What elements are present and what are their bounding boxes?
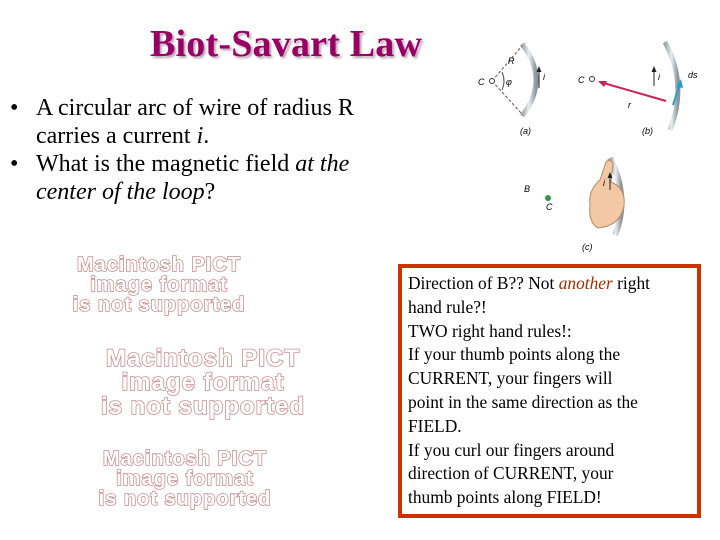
panel-a [478, 44, 546, 136]
label-panel-c: (c) [582, 242, 593, 252]
panel-b [578, 42, 698, 136]
callout-line: TWO right hand rules!: [408, 320, 572, 341]
center-point [490, 79, 495, 84]
bullet-italic-text: i [196, 123, 204, 149]
bullet-text: A circular arc of wire of radius R carries a current [36, 95, 354, 149]
callout-emphasis: another [558, 273, 613, 293]
label-b-field: B [524, 184, 531, 194]
slide-title: Biot-Savart Law [150, 23, 423, 65]
label-ds: ds [688, 70, 698, 80]
callout-box [398, 264, 701, 518]
label-i: i [603, 178, 605, 188]
right-hand-icon [590, 160, 625, 228]
placeholder-line: is not supported [72, 294, 246, 316]
label-phi: φ [506, 77, 512, 87]
bullet-text: ? [204, 179, 216, 205]
placeholder-line: image format [90, 274, 228, 296]
callout-line: CURRENT, your fingers will [408, 368, 613, 389]
label-c: C [578, 75, 585, 85]
radius-line [492, 46, 522, 81]
arc-wire [665, 42, 678, 130]
callout-text: right [612, 273, 650, 293]
label-i: i [658, 72, 660, 82]
bullet-marker: • [10, 95, 19, 121]
placeholder-line: Macintosh PICT [102, 448, 267, 470]
panel-c [524, 158, 624, 252]
label-panel-a: (a) [520, 126, 531, 136]
angle-arc [502, 72, 504, 90]
callout-line: thumb points along FIELD! [408, 487, 602, 508]
callout-line: hand rule?! [408, 296, 487, 317]
placeholder-line: is not supported [101, 393, 305, 420]
bullet-item [8, 150, 398, 206]
callout-text: Direction of B?? Not [408, 273, 559, 293]
label-r: R [508, 56, 515, 66]
r-vector [600, 82, 666, 101]
callout-line: point in the same direction as the [408, 391, 638, 412]
callout-line: direction of CURRENT, your [408, 463, 614, 484]
label-r-vector: r [628, 100, 631, 110]
placeholder-line: Macintosh PICT [76, 254, 241, 276]
bullet-text: . [203, 123, 210, 149]
label-panel-b: (b) [642, 126, 653, 136]
placeholder-line: is not supported [98, 488, 272, 510]
label-c: C [546, 202, 553, 212]
callout-line: If your thumb points along the [408, 344, 621, 365]
placeholder-line: Macintosh PICT [105, 345, 300, 372]
current-arrow-head [652, 66, 657, 72]
unsupported-image-placeholder [48, 255, 270, 315]
label-i: i [543, 72, 545, 82]
center-point [590, 77, 595, 82]
placeholder-line: image format [121, 369, 285, 396]
placeholder-line: image format [116, 468, 254, 490]
field-point [545, 195, 551, 201]
callout-line: FIELD. [408, 415, 462, 436]
unsupported-image-placeholder [40, 449, 330, 509]
callout-line [408, 272, 697, 296]
label-c: C [478, 77, 485, 87]
bullet-italic-text: at the center of the loop [36, 151, 350, 205]
arc-figure [470, 30, 720, 260]
bullet-list [8, 94, 398, 206]
callout-line: If you curl our fingers around [408, 439, 615, 460]
bullet-text: What is the magnetic field [36, 151, 296, 177]
bullet-item [8, 94, 398, 150]
unsupported-image-placeholder [28, 347, 378, 419]
arc-wire [522, 44, 536, 116]
bullet-marker: • [10, 151, 19, 177]
